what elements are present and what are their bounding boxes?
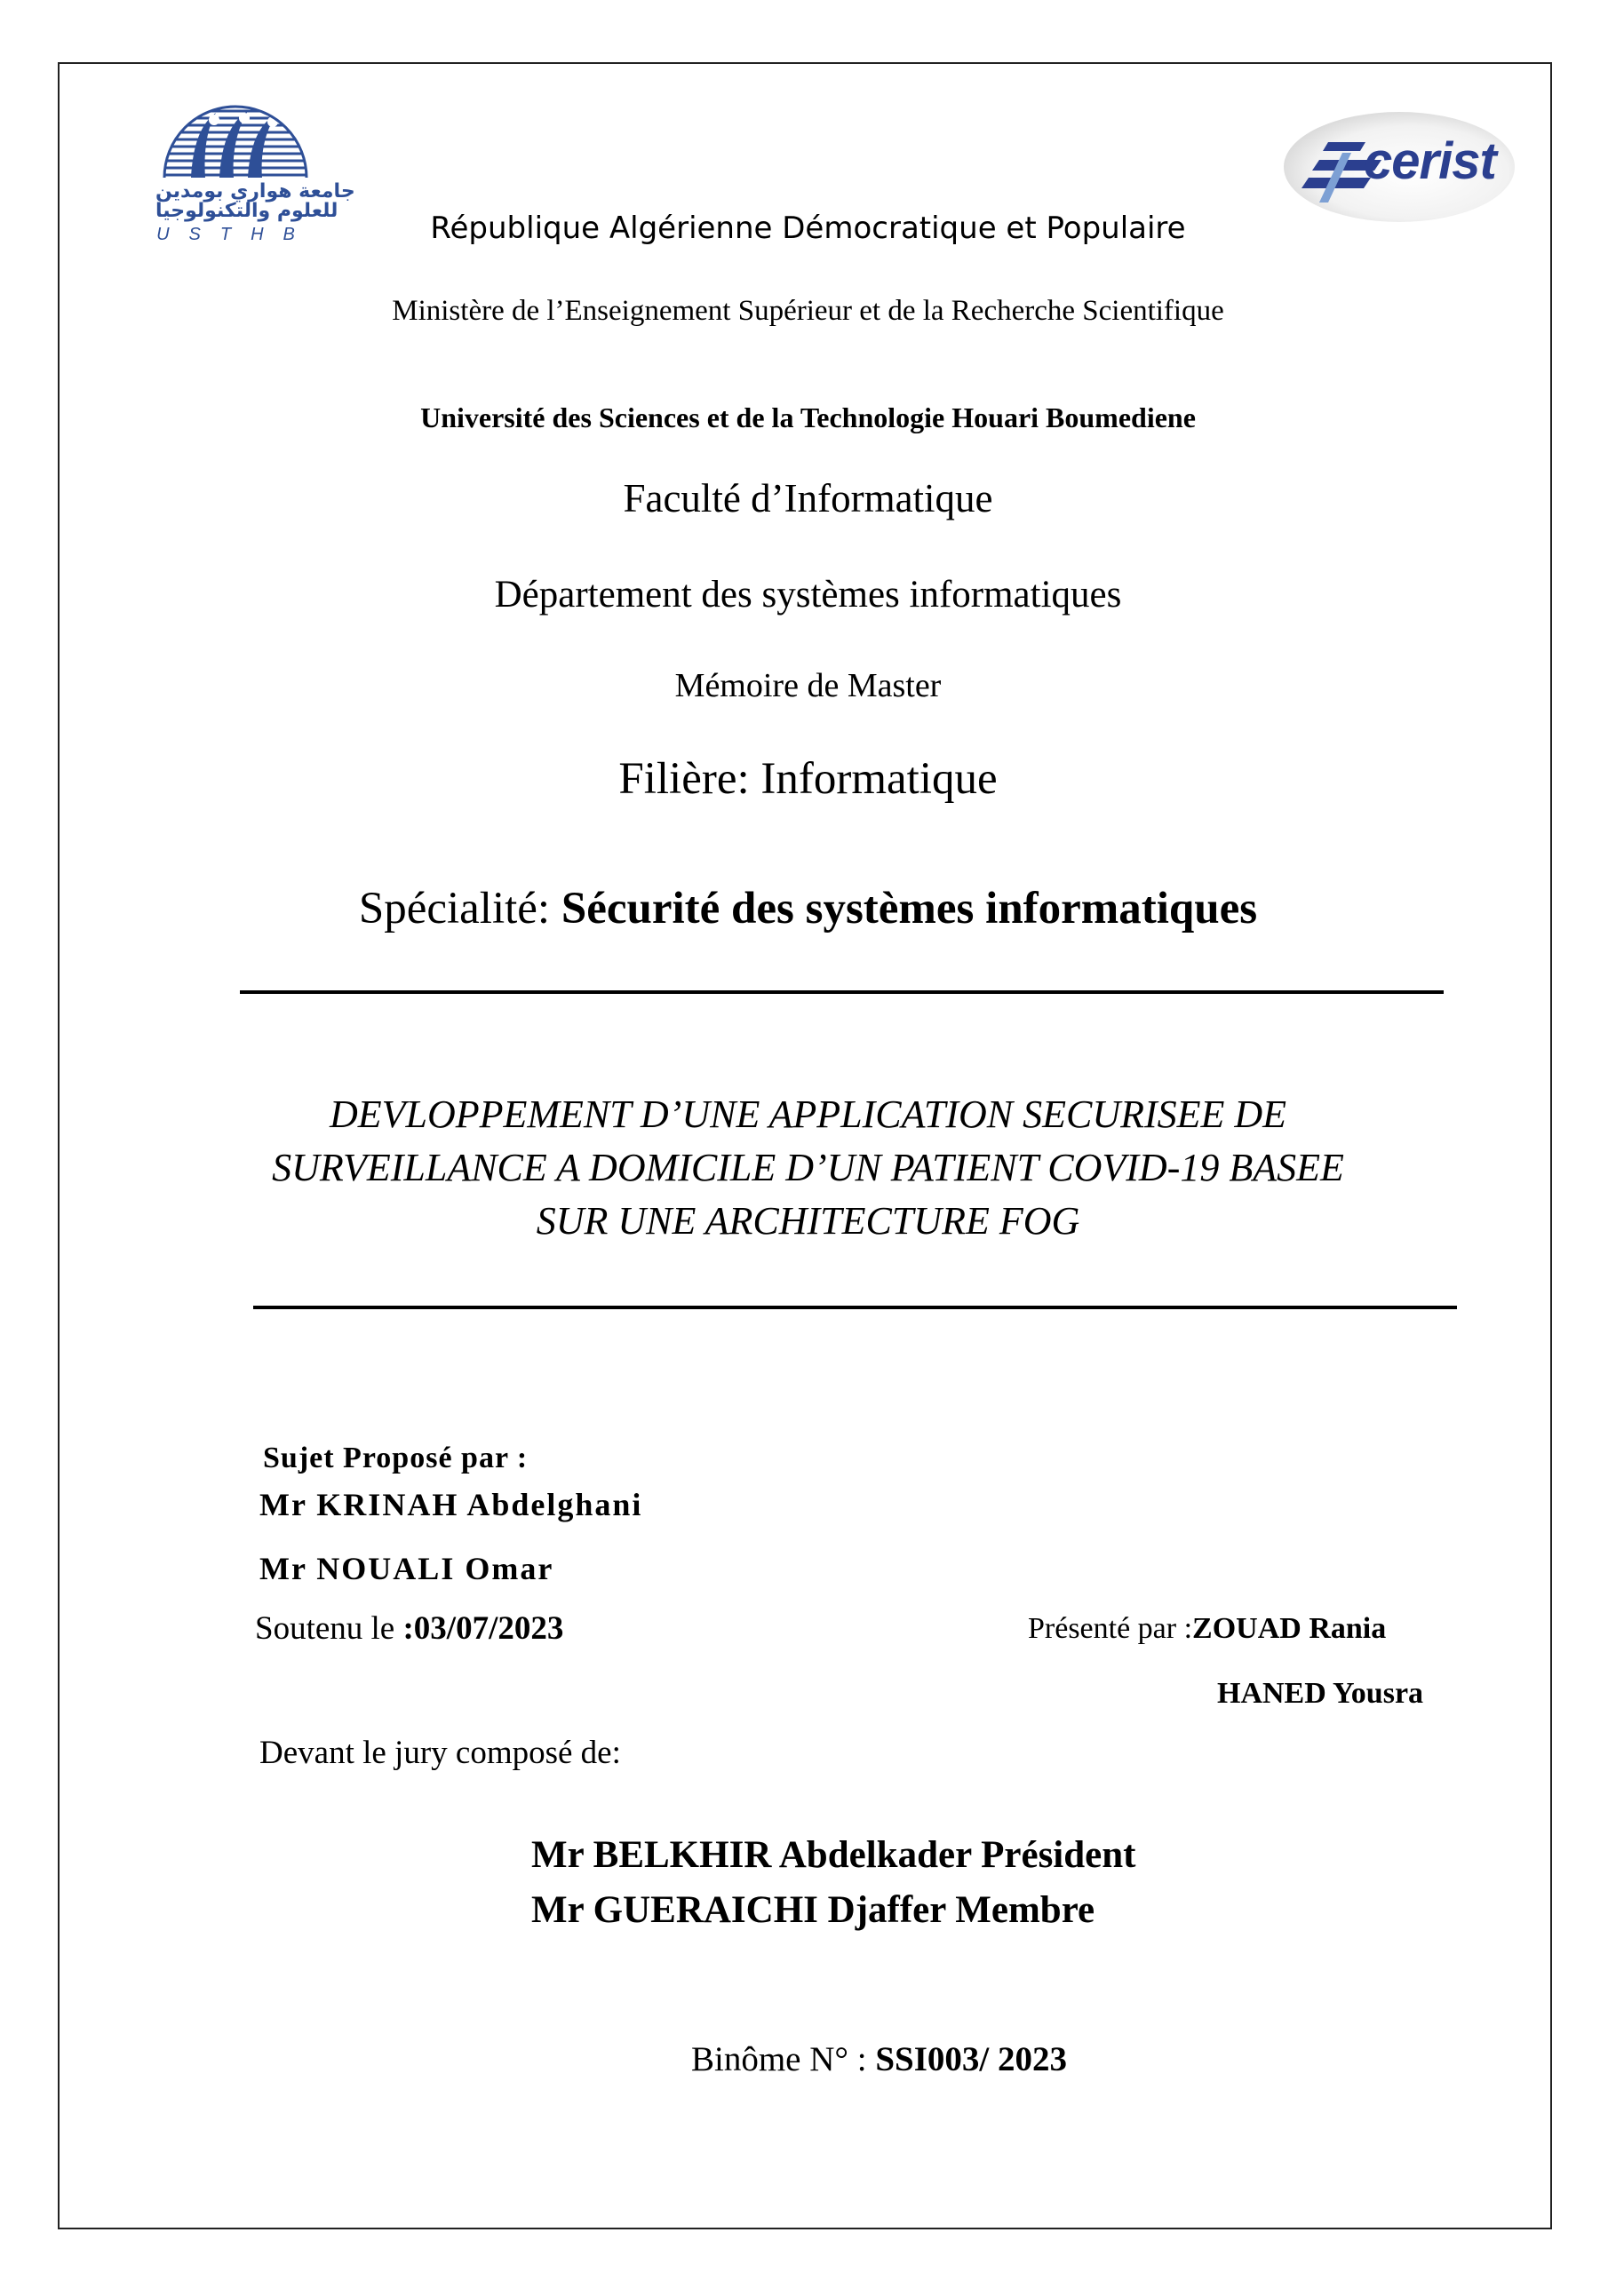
jury-intro: Devant le jury composé de: [259,1735,621,1771]
departement-heading: Département des systèmes informatiques [494,574,1122,616]
student-name: HANED Yousra [1217,1677,1424,1710]
ministere-heading: Ministère de l’Enseignement Supérieur et de la Recherche Scientifique [392,295,1224,327]
binome-label: Binôme N° : [691,2040,876,2078]
binome-number [691,2039,1067,2079]
defense-date-value: :03/07/2023 [402,1610,564,1647]
memoire-heading: Mémoire de Master [674,667,942,704]
specialite-value: Sécurité des systèmes informatiques [561,884,1258,933]
supervisor-name: Mr KRINAH Abdelghani [259,1487,643,1522]
republique-heading: République Algérienne Démocratique et Populaire [430,211,1186,246]
usthb-latin-name: USTHB [156,225,314,244]
binome-value: SSI003/ 2023 [875,2040,1067,2078]
faculte-heading: Faculté d’Informatique [623,476,993,520]
proposed-by-label: Sujet Proposé par : [263,1442,529,1474]
specialite-label: Spécialité: [358,884,561,933]
cerist-wordmark: cerist [1364,132,1496,190]
presented-by-label: Présenté par : [1028,1612,1193,1645]
student-name: ZOUAD Rania [1192,1612,1387,1645]
defense-date-label: Soutenu le [255,1610,403,1647]
jury-member: Mr BELKHIR Abdelkader Président [531,1834,1136,1876]
title-bottom-rule [253,1306,1457,1309]
thesis-title-line: SUR UNE ARCHITECTURE FOG [536,1199,1080,1243]
filiere-heading: Filière: Informatique [618,754,998,804]
defense-date [255,1609,563,1648]
usthb-emblem-icon [155,93,315,182]
thesis-title-line: SURVEILLANCE A DOMICILE D’UN PATIENT COVID-19 BASEE [272,1146,1344,1189]
specialite-heading [0,883,1616,934]
universite-heading: Université des Sciences et de la Technologie Houari Boumediene [420,401,1196,433]
thesis-title [0,1088,1616,1248]
jury-member: Mr GUERAICHI Djaffer Membre [531,1889,1095,1931]
usthb-arabic-name: جامعة هواري بومدين للعلوم والتكنولوجيا [155,180,355,222]
presented-by [1028,1612,1386,1646]
supervisor-name: Mr NOUALI Omar [259,1551,554,1586]
thesis-title-line: DEVLOPPEMENT D’UNE APPLICATION SECURISEE DE [329,1092,1287,1136]
title-top-rule [240,990,1444,994]
